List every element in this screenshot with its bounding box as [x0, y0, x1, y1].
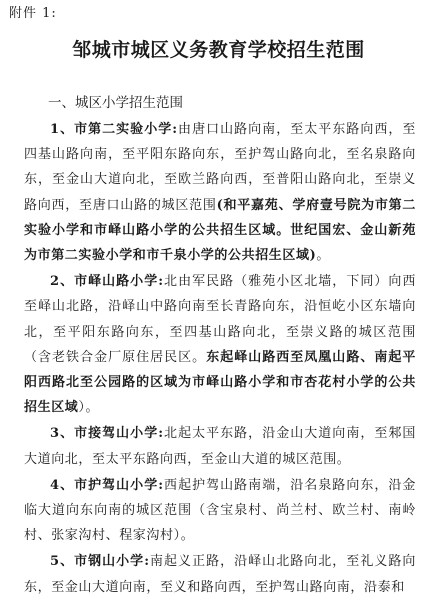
- attachment-label: 附件 1:: [9, 6, 57, 21]
- paragraph-end: 。: [316, 248, 330, 264]
- paragraph-text: 北起太平东路，沿金山大道向南，至邾国大道向北，至太平东路向西，至金山大道的城区范围。: [24, 426, 416, 467]
- paragraph-text: 南起义正路，沿峄山北路向北，至礼义路向东，至金山大道向南，至义和路向西，至护驾山路向南，沿泰和: [24, 554, 416, 595]
- paragraph-bold-note: (和平嘉苑、学府壹号院为市第二实验小学和市峄山路小学的公共招生区域。世纪国宏、金山新苑为市第二实验小学和市千泉小学的公共招生区域): [24, 197, 416, 264]
- paragraph-school-3: [24, 421, 416, 471]
- school-name: 4、市护驾山小学:: [50, 477, 164, 493]
- paragraph-school-5: [24, 549, 416, 599]
- section-heading: 一、城区小学招生范围: [48, 95, 183, 111]
- paragraph-school-2: [24, 269, 416, 420]
- paragraph-text: 由唐口山路向南，至太平东路向西，至四基山路向南，至平阳东路向东，至护驾山路向北，至名泉路向东，至金山大道向北，至欧兰路向西，至普阳山路向北，至崇义路向西，至唐口山路的城区范围: [24, 122, 416, 213]
- paragraph-bold-note: 东起峄山路西至凤凰山路、南起平阳西路北至公园路的区域为市峄山路小学和市杏花村小学的公共招生区域: [24, 349, 416, 416]
- school-name: 1、市第二实验小学:: [50, 122, 178, 137]
- school-name: 2、市峄山路小学:: [50, 274, 164, 290]
- school-name: 3、市接驾山小学:: [50, 426, 164, 442]
- paragraph-text: 西起护驾山路南端，沿名泉路向东，沿金临大道向东向南的城区范围（含宝泉村、尚兰村、欧兰村、南岭村、张家沟村、程家沟村）。: [24, 477, 416, 544]
- paragraph-school-1: [24, 117, 416, 268]
- document-body: [24, 117, 416, 601]
- paragraph-end: ）。: [78, 400, 100, 416]
- paragraph-school-4: [24, 473, 416, 549]
- paragraph-text: 北由军民路（雅苑小区北墙，下同）向西至峄山北路，沿峄山中路向南至长青路向东，沿恒屹小区东墙向北，至平阳东路向东，至四基山路向北，至崇义路的城区范围（含老铁合金厂原住居民区。: [24, 274, 416, 365]
- school-name: 5、市钢山小学:: [50, 554, 150, 570]
- document-title: 邹城市城区义务教育学校招生范围: [72, 39, 365, 61]
